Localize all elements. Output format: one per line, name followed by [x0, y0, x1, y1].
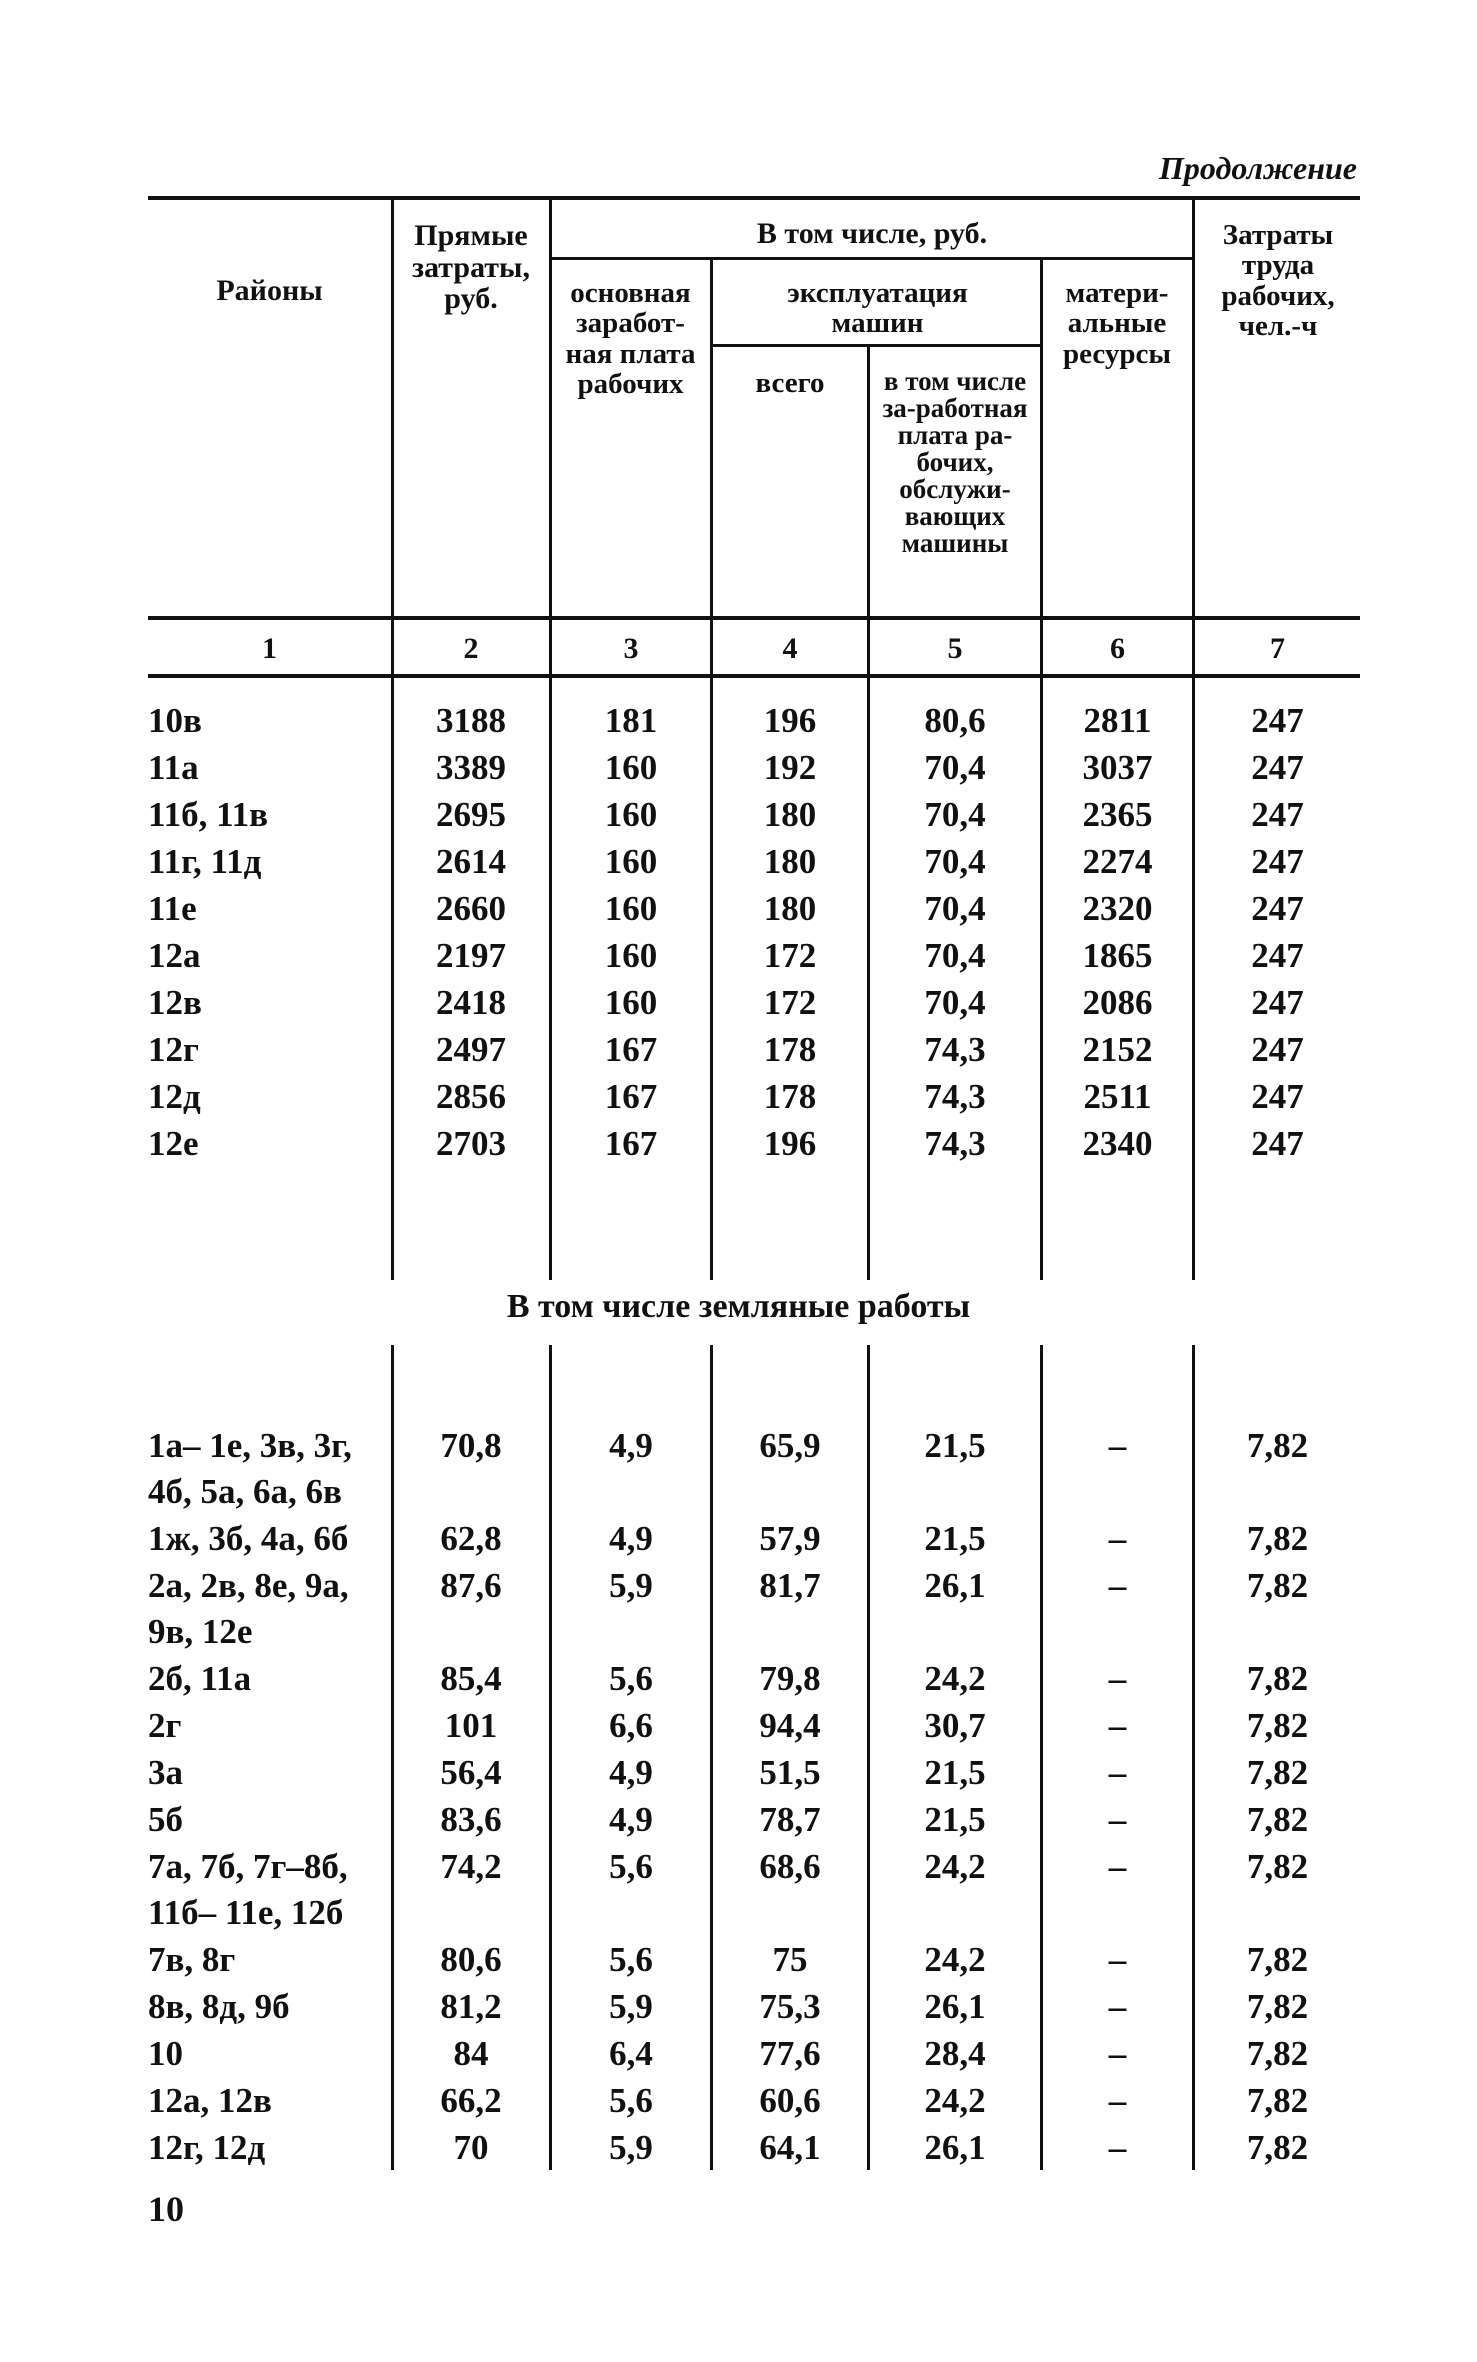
cell-c6: 2086 — [1082, 983, 1153, 1022]
header-vline-5 — [867, 345, 870, 676]
cell-c3: 5,6 — [609, 1847, 653, 1886]
header-group-incl: В том числе, руб. — [756, 217, 988, 250]
table-row-label: 5б — [148, 1800, 183, 1839]
cell-c6: 2152 — [1082, 1030, 1153, 1069]
table-row-label: 10в — [148, 701, 202, 740]
cell-c4: 172 — [763, 936, 817, 975]
cell-c3: 4,9 — [609, 1753, 653, 1792]
cell-c2: 87,6 — [440, 1566, 502, 1605]
cell-c4: 196 — [763, 1124, 817, 1163]
cell-c7: 7,82 — [1246, 2081, 1309, 2120]
cell-c3: 6,6 — [609, 1706, 653, 1745]
cell-c3: 5,6 — [609, 1940, 653, 1979]
cell-c7: 7,82 — [1246, 1847, 1309, 1886]
header-total: всего — [755, 367, 825, 399]
cell-c4: 65,9 — [759, 1426, 821, 1465]
cell-c7: 247 — [1251, 748, 1304, 787]
cell-c7: 7,82 — [1246, 2128, 1309, 2167]
cell-c5: 70,4 — [924, 889, 986, 928]
table-row-label: 10 — [148, 2034, 183, 2073]
header-vline-2 — [391, 198, 394, 676]
cell-c2: 81,2 — [440, 1987, 502, 2026]
cell-c4: 180 — [763, 842, 817, 881]
header-vline-7 — [1192, 198, 1195, 676]
table-row-label: 1ж, 3б, 4а, 6б — [148, 1519, 349, 1558]
cell-c7: 247 — [1251, 889, 1304, 928]
cell-c6: – — [1108, 2034, 1127, 2073]
cell-c4: 78,7 — [759, 1800, 821, 1839]
cell-c3: 4,9 — [609, 1519, 653, 1558]
cell-c6: 3037 — [1082, 748, 1153, 787]
header-machine-wage: в том числе за-работная плата ра-бочих, обслужи-вающих машины — [882, 366, 1028, 558]
cell-c5: 74,3 — [924, 1077, 986, 1116]
cell-c4: 192 — [763, 748, 817, 787]
cell-c7: 247 — [1251, 795, 1304, 834]
cell-c7: 247 — [1251, 936, 1304, 975]
section-title: В том числе земляные работы — [506, 1288, 971, 1325]
cell-c5: 80,6 — [924, 701, 986, 740]
header-vline-6 — [1040, 258, 1043, 676]
cell-c7: 247 — [1251, 983, 1304, 1022]
cell-c5: 21,5 — [924, 1426, 986, 1465]
cell-c6: – — [1108, 1706, 1127, 1745]
table-row-label: 11е — [148, 889, 197, 928]
colnum-6: 6 — [1110, 632, 1125, 665]
cell-c4: 172 — [763, 983, 817, 1022]
cell-c3: 167 — [604, 1030, 658, 1069]
cell-c7: 7,82 — [1246, 1659, 1309, 1698]
cell-c3: 4,9 — [609, 1800, 653, 1839]
cell-c3: 160 — [604, 889, 658, 928]
cell-c4: 68,6 — [759, 1847, 821, 1886]
cell-c4: 51,5 — [759, 1753, 821, 1792]
cell-c2: 2197 — [436, 936, 506, 975]
cell-c2: 80,6 — [440, 1940, 502, 1979]
colnum-2: 2 — [463, 632, 479, 665]
header-materials: матери-альные ресурсы — [1063, 277, 1171, 370]
cell-c6: – — [1108, 1847, 1127, 1886]
table-row-label: 1а– 1е, 3в, 3г, — [148, 1426, 352, 1465]
cell-c6: – — [1108, 1566, 1127, 1605]
table-row-label: 11а — [148, 748, 199, 787]
cell-c6: 1865 — [1082, 936, 1153, 975]
cell-c6: – — [1108, 1753, 1127, 1792]
cell-c6: – — [1108, 1659, 1127, 1698]
cell-c3: 160 — [604, 795, 658, 834]
cell-c2: 3389 — [436, 748, 506, 787]
cell-c7: 247 — [1251, 842, 1304, 881]
cell-c3: 160 — [604, 936, 658, 975]
cell-c3: 181 — [604, 701, 658, 740]
cell-c5: 24,2 — [924, 1659, 986, 1698]
table-row-label: 12г, 12д — [148, 2128, 266, 2167]
cell-c5: 70,4 — [924, 795, 986, 834]
cell-c7: 7,82 — [1246, 1426, 1309, 1465]
header-labor: Затраты труда рабочих, чел.-ч — [1221, 219, 1335, 343]
colnum-7: 7 — [1270, 632, 1285, 665]
cell-c5: 74,3 — [924, 1030, 986, 1069]
cell-c2: 2614 — [436, 842, 506, 881]
table-row-label: 12в — [148, 983, 202, 1022]
cell-c7: 7,82 — [1246, 1753, 1309, 1792]
cell-c7: 7,82 — [1246, 1519, 1309, 1558]
cell-c4: 79,8 — [759, 1659, 821, 1698]
cell-c6: – — [1108, 2128, 1127, 2167]
cell-c2: 84 — [453, 2034, 489, 2073]
cell-c3: 160 — [604, 983, 658, 1022]
cell-c7: 7,82 — [1246, 1706, 1309, 1745]
table-row-label: 8в, 8д, 9б — [148, 1987, 290, 2026]
table-row-label: 7в, 8г — [148, 1940, 236, 1979]
cell-c5: 21,5 — [924, 1519, 986, 1558]
cell-c5: 30,7 — [924, 1706, 986, 1745]
cell-c7: 7,82 — [1246, 1566, 1309, 1605]
cell-c2: 2497 — [436, 1030, 506, 1069]
group-exp-rule — [712, 344, 1042, 347]
cell-c5: 21,5 — [924, 1800, 986, 1839]
cell-c6: 2811 — [1083, 701, 1152, 740]
cell-c6: – — [1108, 1987, 1127, 2026]
cell-c6: 2340 — [1082, 1124, 1153, 1163]
cell-c5: 26,1 — [924, 1987, 986, 2026]
cell-c7: 247 — [1251, 1124, 1304, 1163]
header-vline-3 — [549, 198, 552, 676]
cell-c5: 24,2 — [924, 1940, 986, 1979]
cell-c2: 2703 — [436, 1124, 506, 1163]
cell-c5: 28,4 — [924, 2034, 986, 2073]
cell-c6: 2511 — [1083, 1077, 1152, 1116]
header-direct-costs: Прямые затраты, руб. — [412, 219, 530, 315]
header-top-rule — [148, 196, 1360, 200]
table-row-label: 12д — [148, 1077, 201, 1116]
cell-c5: 70,4 — [924, 748, 986, 787]
header-base-wage: основная заработ-ная плата рабочих — [565, 277, 696, 401]
cell-c7: 7,82 — [1246, 1987, 1309, 2026]
cell-c4: 180 — [763, 889, 817, 928]
cell-c4: 75,3 — [759, 1987, 821, 2026]
cell-c4: 60,6 — [759, 2081, 821, 2120]
cell-c2: 62,8 — [440, 1519, 502, 1558]
table-row-label: 2г — [148, 1706, 182, 1745]
cell-c3: 5,9 — [609, 2128, 653, 2167]
cell-c6: – — [1108, 1800, 1127, 1839]
cell-c5: 74,3 — [924, 1124, 986, 1163]
cell-c2: 66,2 — [440, 2081, 502, 2120]
cell-c3: 160 — [604, 748, 658, 787]
table-row-label-cont: 4б, 5а, 6а, 6в — [148, 1472, 342, 1511]
cell-c2: 70 — [453, 2128, 489, 2167]
table-row-label: 12е — [148, 1124, 199, 1163]
table-row-label-cont: 11б– 11е, 12б — [148, 1893, 344, 1932]
cell-c6: – — [1108, 1940, 1127, 1979]
cell-c5: 70,4 — [924, 936, 986, 975]
cell-c2: 3188 — [436, 701, 506, 740]
cell-c2: 2856 — [436, 1077, 506, 1116]
cell-c4: 81,7 — [759, 1566, 821, 1605]
cell-c2: 85,4 — [440, 1659, 502, 1698]
cell-c3: 167 — [604, 1124, 658, 1163]
colnum-4: 4 — [782, 632, 798, 665]
cell-c2: 83,6 — [440, 1800, 502, 1839]
group-incl-rule — [551, 257, 1192, 260]
table-row-label: 11г, 11д — [148, 842, 262, 881]
cell-c4: 178 — [763, 1077, 817, 1116]
cell-c4: 178 — [763, 1030, 817, 1069]
header-vline-4 — [710, 258, 713, 676]
header-bottom-rule — [148, 616, 1360, 620]
cell-c4: 180 — [763, 795, 817, 834]
table-row-label: 3а — [148, 1753, 183, 1792]
cell-c2: 2660 — [436, 889, 506, 928]
cell-c5: 24,2 — [924, 2081, 986, 2120]
colnum-bottom-rule — [148, 674, 1360, 678]
cell-c3: 5,9 — [609, 1566, 653, 1605]
colnum-5: 5 — [947, 632, 963, 665]
cell-c6: – — [1108, 2081, 1127, 2120]
cell-c6: – — [1108, 1426, 1127, 1465]
table-row-label: 11б, 11в — [148, 795, 269, 834]
header-machine-ops: эксплуатация машин — [787, 277, 968, 340]
cell-c5: 26,1 — [924, 2128, 986, 2167]
cell-c7: 7,82 — [1246, 1940, 1309, 1979]
cell-c3: 5,6 — [609, 1659, 653, 1698]
colnum-3: 3 — [623, 632, 639, 665]
cell-c2: 2695 — [436, 795, 506, 834]
cell-c5: 26,1 — [924, 1566, 986, 1605]
table-row-label: 12г — [148, 1030, 199, 1069]
cell-c4: 75 — [772, 1940, 808, 1979]
cell-c2: 101 — [444, 1706, 498, 1745]
cell-c7: 7,82 — [1246, 2034, 1309, 2073]
cell-c5: 70,4 — [924, 842, 986, 881]
table-row-label: 12а — [148, 936, 201, 975]
cell-c4: 94,4 — [759, 1706, 821, 1745]
continuation-title: Продолжение — [1159, 150, 1357, 186]
cell-c4: 64,1 — [759, 2128, 821, 2167]
cell-c5: 21,5 — [924, 1753, 986, 1792]
cell-c4: 77,6 — [759, 2034, 821, 2073]
cell-c7: 7,82 — [1246, 1800, 1309, 1839]
cell-c2: 56,4 — [440, 1753, 502, 1792]
cell-c3: 4,9 — [609, 1426, 653, 1465]
cell-c7: 247 — [1251, 1077, 1304, 1116]
table-row-label: 12а, 12в — [148, 2081, 272, 2120]
cell-c6: 2274 — [1082, 842, 1153, 881]
cell-c4: 196 — [763, 701, 817, 740]
header-rayony: Районы — [216, 274, 323, 307]
cell-c2: 2418 — [436, 983, 506, 1022]
cell-c3: 167 — [604, 1077, 658, 1116]
cell-c6: – — [1108, 1519, 1127, 1558]
table-row-label-cont: 9в, 12е — [148, 1612, 253, 1651]
cell-c5: 70,4 — [924, 983, 986, 1022]
table-row-label: 2б, 11а — [148, 1659, 252, 1698]
cell-c7: 247 — [1251, 701, 1304, 740]
cell-c6: 2365 — [1082, 795, 1153, 834]
cell-c3: 6,4 — [609, 2034, 653, 2073]
table-row-label: 2а, 2в, 8е, 9а, — [148, 1566, 349, 1605]
colnum-1: 1 — [262, 632, 277, 665]
cell-c6: 2320 — [1082, 889, 1153, 928]
cell-c2: 74,2 — [440, 1847, 502, 1886]
cell-c7: 247 — [1251, 1030, 1304, 1069]
cell-c2: 70,8 — [440, 1426, 502, 1465]
table-row-label: 7а, 7б, 7г–8б, — [148, 1847, 348, 1886]
cell-c5: 24,2 — [924, 1847, 986, 1886]
cell-c3: 5,6 — [609, 2081, 653, 2120]
cell-c4: 57,9 — [759, 1519, 821, 1558]
cell-c3: 5,9 — [609, 1987, 653, 2026]
cell-c3: 160 — [604, 842, 658, 881]
page-number: 10 — [148, 2189, 184, 2229]
